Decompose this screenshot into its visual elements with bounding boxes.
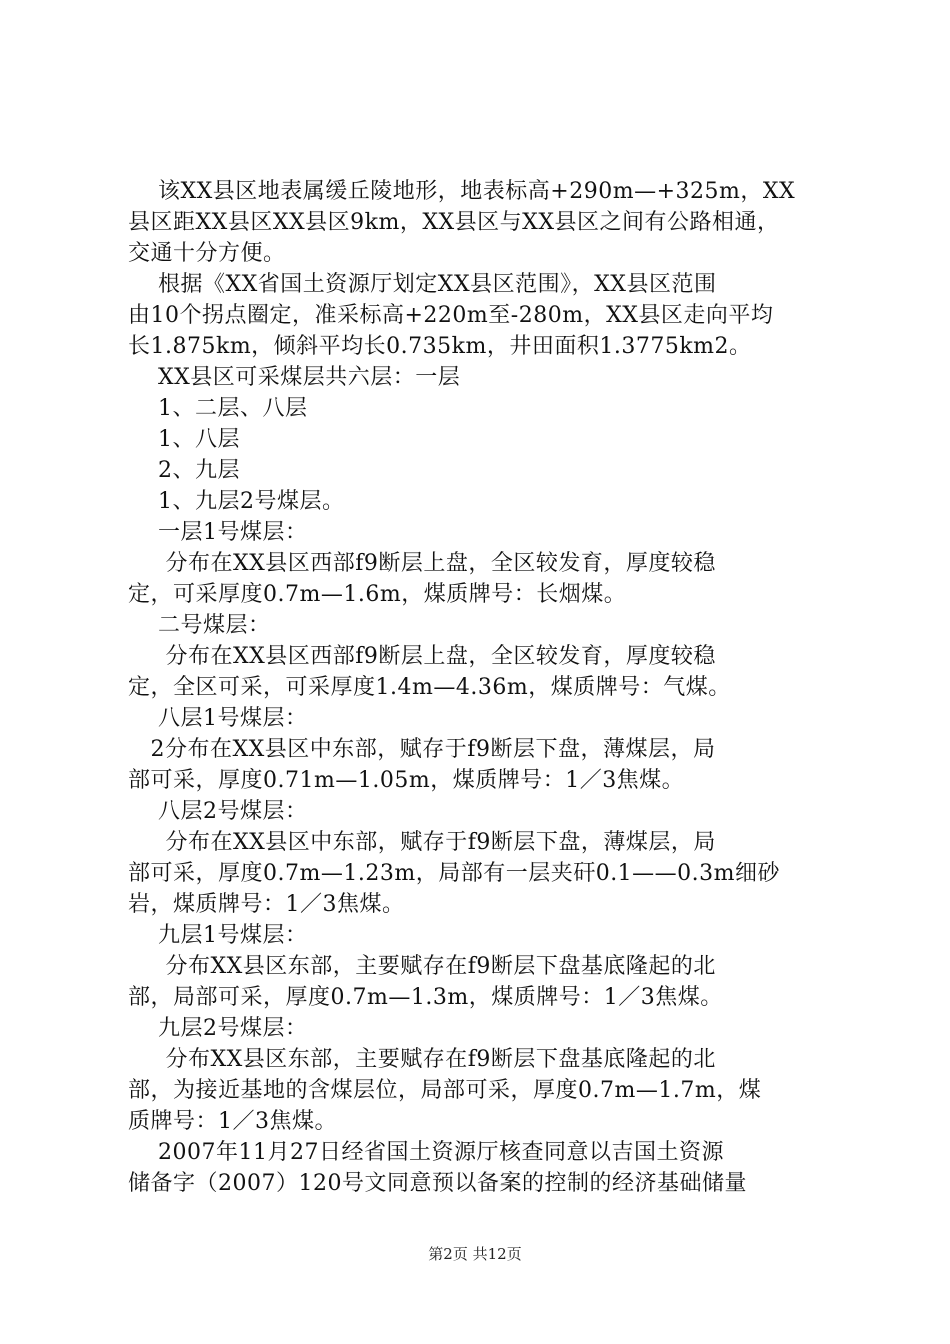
text-line: 九层1号煤层： [128, 923, 308, 948]
text-line: 该XX县区地表属缓丘陵地形，地表标高+290m—+325m，XX [128, 179, 796, 204]
text-line: 交通十分方便。 [128, 241, 286, 266]
text-line: 县区距XX县区XX县区9km，XX县区与XX县区之间有公路相通， [128, 210, 780, 235]
text-line: 储备字（2007）120号文同意预以备案的控制的经济基础储量 [128, 1171, 747, 1196]
text-line: 1、二层、八层 [128, 396, 308, 421]
text-line: 部，为接近基地的含煤层位，局部可采，厚度0.7m—1.7m，煤 [128, 1078, 762, 1103]
text-line: 2007年11月27日经省国土资源厅核查同意以吉国土资源 [128, 1140, 724, 1165]
text-line: 质牌号：1／3焦煤。 [128, 1109, 337, 1134]
text-line: 九层2号煤层： [128, 1016, 308, 1041]
text-line: 一层1号煤层： [128, 520, 308, 545]
text-line: 1、八层 [128, 427, 240, 452]
text-line: 长1.875km，倾斜平均长0.735km，井田面积1.3775km2。 [128, 334, 752, 359]
text-line: 部可采，厚度0.7m—1.23m，局部有一层夹矸0.1——0.3m细砂 [128, 861, 781, 886]
text-line: 分布在XX县区西部f9断层上盘，全区较发育，厚度较稳 [128, 644, 716, 669]
page-footer: 第2页 共12页 [428, 1245, 522, 1263]
text-line: 根据《XX省国土资源厅划定XX县区范围》，XX县区范围 [128, 272, 717, 297]
text-line: 定，可采厚度0.7m—1.6m，煤质牌号：长烟煤。 [128, 582, 627, 607]
text-line: 分布在XX县区中东部，赋存于f9断层下盘，薄煤层，局 [128, 830, 716, 855]
document-body [128, 176, 834, 1199]
text-line: 分布在XX县区西部f9断层上盘，全区较发育，厚度较稳 [128, 551, 716, 576]
text-line: 岩，煤质牌号：1／3焦煤。 [128, 892, 405, 917]
text-line: 1、九层2号煤层。 [128, 489, 345, 514]
text-line: 分布XX县区东部，主要赋存在f9断层下盘基底隆起的北 [128, 1047, 716, 1072]
text-line: 2分布在XX县区中东部，赋存于f9断层下盘，薄煤层，局 [128, 737, 716, 762]
text-line: 二号煤层： [128, 613, 271, 638]
text-line: 2、九层 [128, 458, 240, 483]
text-line: 分布XX县区东部，主要赋存在f9断层下盘基底隆起的北 [128, 954, 716, 979]
text-line: 部可采，厚度0.71m—1.05m，煤质牌号：1／3焦煤。 [128, 768, 685, 793]
text-line: XX县区可采煤层共六层：一层 [128, 365, 461, 390]
text-line: 定，全区可采，可采厚度1.4m—4.36m，煤质牌号：气煤。 [128, 675, 731, 700]
text-line: 八层1号煤层： [128, 706, 308, 731]
text-line: 八层2号煤层： [128, 799, 308, 824]
text-line: 部，局部可采，厚度0.7m—1.3m，煤质牌号：1／3焦煤。 [128, 985, 723, 1010]
text-line: 由10个拐点圈定，准采标高+220m至-280m，XX县区走向平均 [128, 303, 774, 328]
